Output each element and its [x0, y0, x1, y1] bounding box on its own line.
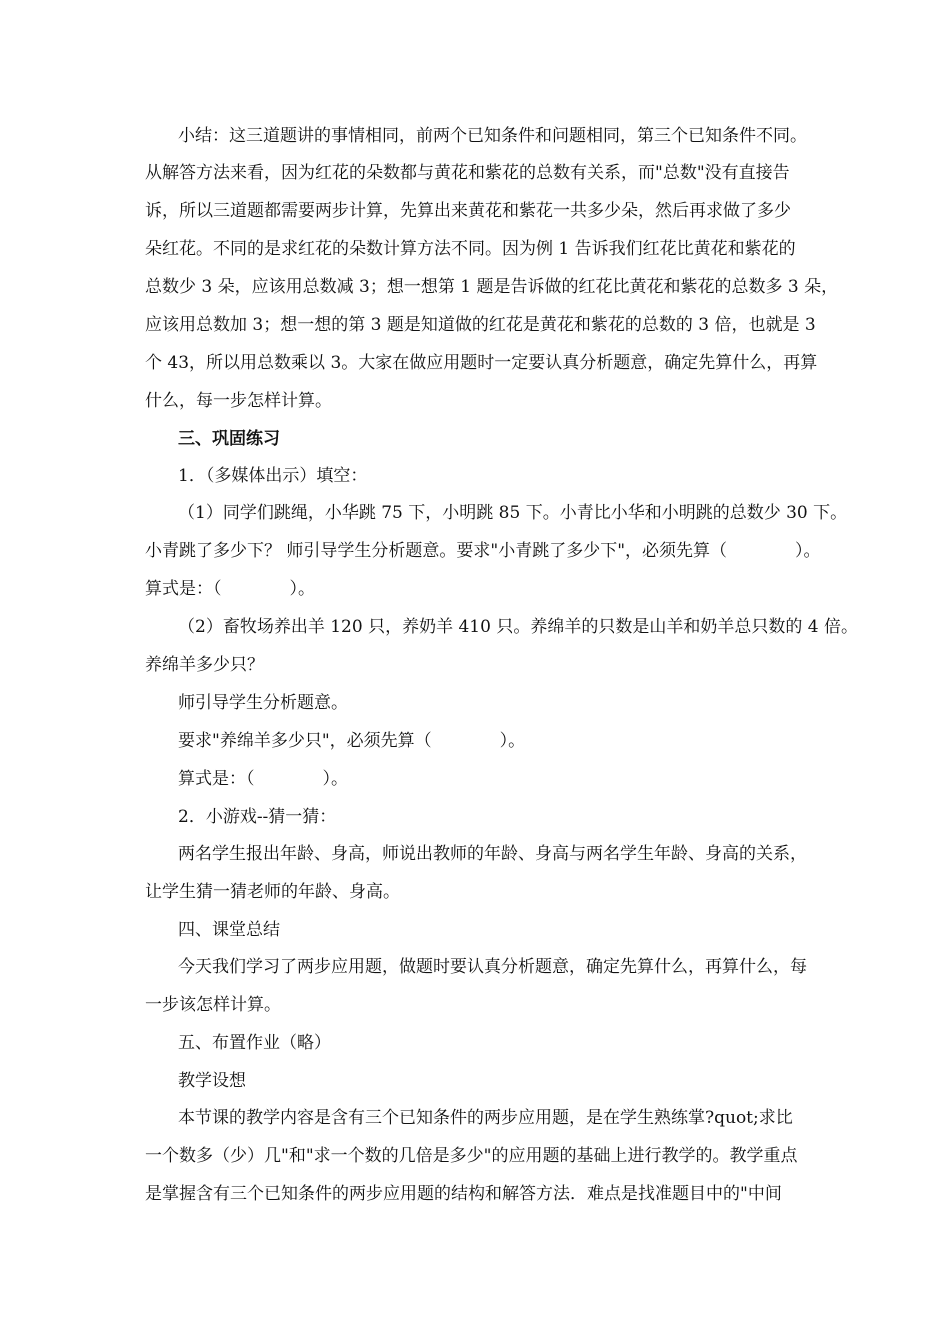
exercise-2-title: 2．小游戏--猜一猜： [178, 807, 337, 827]
exercise-1-q1-formula: 算式是：（ ）。 [145, 579, 315, 599]
exercise-2-line-1: 两名学生报出年龄、身高，师说出教师的年龄、身高与两名学生年龄、身高的关系， [178, 844, 807, 864]
exercise-1-title: 1．（多媒体出示）填空： [178, 466, 368, 486]
exercise-2-line-2: 让学生猜一猜老师的年龄、身高。 [145, 882, 400, 902]
section-heading-summary: 四、课堂总结 [178, 920, 280, 940]
section-heading-practice: 三、巩固练习 [178, 429, 280, 449]
exercise-1-q2-formula: 算式是：（ ）。 [178, 769, 348, 789]
summary-line-5: 总数少 3 朵，应该用总数减 3；想一想第 1 题是告诉做的红花比黄花和紫花的总数多 3 朵， [145, 277, 839, 297]
section-heading-homework: 五、布置作业（略） [178, 1033, 331, 1053]
teaching-idea-line-2: 一个数多（少）几"和"求一个数的几倍是多少"的应用题的基础上进行教学的。教学重点 [145, 1146, 798, 1166]
exercise-1-q2-line-1: （2）畜牧场养出羊 120 只，养奶羊 410 只。养绵羊的只数是山羊和奶羊总只数的 4 倍。 [178, 617, 858, 637]
summary-line-3: 诉，所以三道题都需要两步计算，先算出来黄花和紫花一共多少朵，然后再求做了多少 [145, 201, 791, 221]
summary-line-2: 从解答方法来看，因为红花的朵数都与黄花和紫花的总数有关系，而"总数"没有直接告 [145, 163, 790, 183]
exercise-1-q1-line-2: 小青跳了多少下？ 师引导学生分析题意。要求"小青跳了多少下"，必须先算（ ）。 [145, 541, 821, 561]
summary-line-4: 朵红花。不同的是求红花的朵数计算方法不同。因为例 1 告诉我们红花比黄花和紫花的 [145, 239, 796, 259]
class-summary-line-1: 今天我们学习了两步应用题，做题时要认真分析题意，确定先算什么，再算什么，每 [178, 957, 807, 977]
summary-line-1: 小结：这三道题讲的事情相同，前两个已知条件和问题相同，第三个已知条件不同。 [178, 126, 807, 146]
summary-line-8: 什么，每一步怎样计算。 [145, 391, 332, 411]
class-summary-line-2: 一步该怎样计算。 [145, 995, 281, 1015]
teaching-idea-line-3: 是掌握含有三个已知条件的两步应用题的结构和解答方法．难点是找准题目中的"中间 [145, 1184, 782, 1204]
section-heading-teaching-idea: 教学设想 [178, 1071, 246, 1091]
exercise-1-q2-guide: 师引导学生分析题意。 [178, 693, 348, 713]
summary-line-6: 应该用总数加 3；想一想的第 3 题是知道做的红花是黄花和紫花的总数的 3 倍，也就是 3 [145, 315, 816, 335]
summary-line-7: 个 43，所以用总数乘以 3。大家在做应用题时一定要认真分析题意，确定先算什么，再算 [145, 353, 818, 373]
teaching-idea-line-1: 本节课的教学内容是含有三个已知条件的两步应用题，是在学生熟练掌?quot;求比 [178, 1108, 793, 1128]
exercise-1-q1-line-1: （1）同学们跳绳，小华跳 75 下，小明跳 85 下。小青比小华和小明跳的总数少 30 下。 [178, 503, 848, 523]
exercise-1-q2-line-2: 养绵羊多少只？ [145, 655, 264, 675]
exercise-1-q2-requirement: 要求"养绵羊多少只"，必须先算（ ）。 [178, 731, 526, 751]
